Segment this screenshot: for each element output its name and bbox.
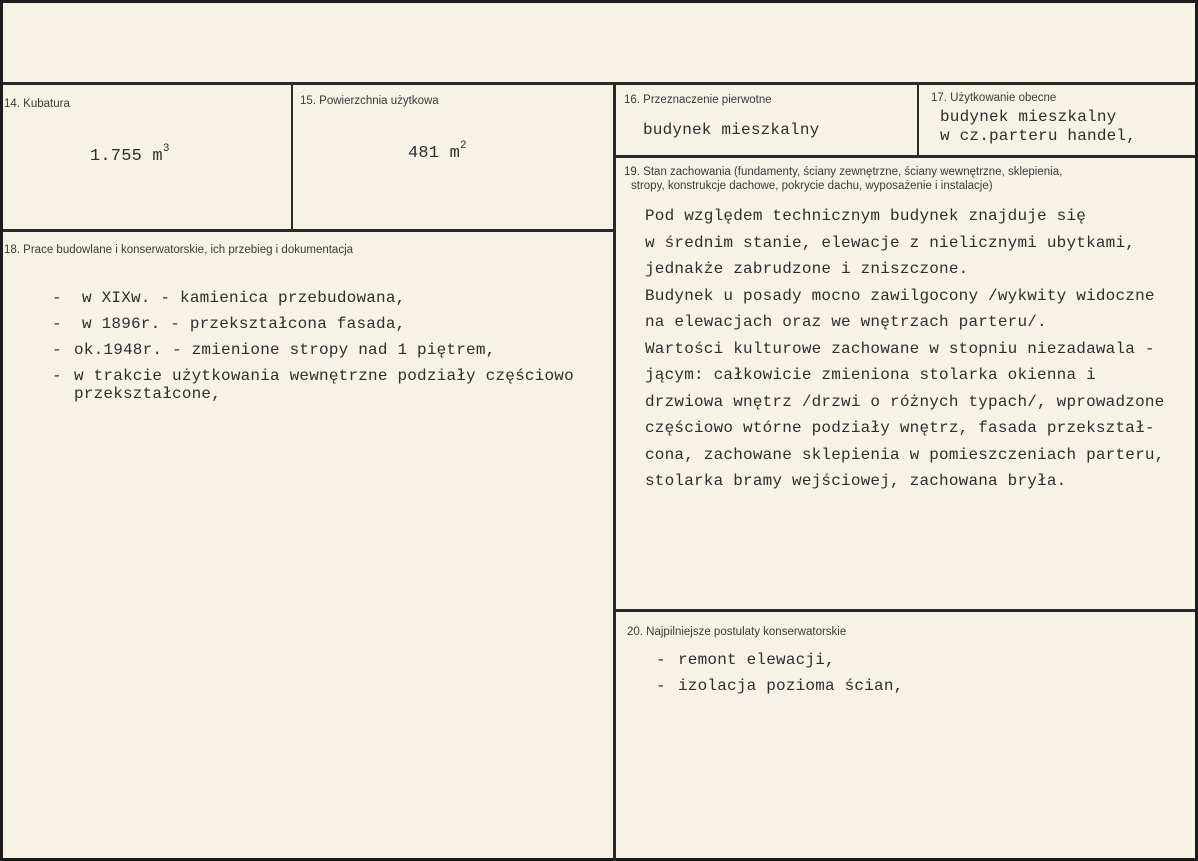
field-19-label-line1: 19. Stan zachowania (fundamenty, ściany zewnętrzne, ściany wewnętrzne, sklepienia, [624,166,1063,178]
powierzchnia-exponent: 2 [460,140,467,152]
list-text: ok.1948r. - zmienione stropy nad 1 piętrem, [74,341,496,359]
list-text: w 1896r. - przekształcona fasada, [82,315,406,333]
divider-col-b [917,83,919,157]
list-item-continuation [52,385,574,403]
kubatura-value: 1.755 m [90,147,163,166]
text-line: cona, zachowane sklepienia w pomieszczeniach parteru, [645,445,1165,464]
list-text: w trakcie użytkowania wewnętrzne podziały częściowo [74,367,574,385]
divider-top [3,82,1195,85]
field-19-label-line2: stropy, konstrukcje dachowe, pokrycie dachu, wyposażenie i instalacje) [631,180,993,192]
list-text: izolacja pozioma ścian, [678,677,904,695]
list-dash: - [52,315,62,333]
field-14-value [90,143,170,166]
list-item [52,337,574,363]
text-line: w średnim stanie, elewacje z nielicznymi ubytkami, [645,233,1136,252]
field-16-value: budynek mieszkalny [643,121,820,139]
list-text: remont elewacji, [678,651,835,669]
field-17-line: w cz.parteru handel, [940,127,1137,145]
field-20-label: 20. Najpilniejsze postulaty konserwatorskie [627,626,847,638]
field-18-list [52,285,574,403]
field-20-list [656,647,903,699]
list-item [52,285,574,311]
list-dash: - [52,341,62,359]
text-line: Pod względem technicznym budynek znajduje się [645,207,1087,225]
field-15-value [408,140,467,163]
powierzchnia-value: 481 m [408,144,461,163]
text-line: Budynek u posady mocno zawilgocony /wykwity widoczne [645,286,1155,305]
divider-left-mid [3,229,615,232]
field-15-label: 15. Powierzchnia użytkowa [300,95,439,107]
kubatura-exponent: 3 [162,143,170,155]
divider-right-2 [614,609,1195,612]
list-dash: - [656,651,666,669]
list-text: przekształcone, [74,385,222,403]
field-14-label: 14. Kubatura [4,98,70,110]
divider-main-vertical [613,83,616,861]
field-18-label: 18. Prace budowlane i konserwatorskie, ich przebieg i dokumentacja [4,244,354,256]
text-line: na elewacjach oraz we wnętrzach parteru/. [645,313,1047,331]
list-item [52,311,574,337]
field-17-line: budynek mieszkalny [940,108,1117,126]
text-line: częściowo wtórne podziały wnętrz, fasada przekształ- [645,419,1155,437]
divider-col-a [291,83,293,231]
list-text: w XIXw. - kamienica przebudowana, [82,289,406,307]
list-dash: - [656,677,666,695]
divider-right-1 [614,155,1195,158]
field-17-label: 17. Użytkowanie obecne [931,92,1057,104]
field-19-text [645,203,1164,495]
list-dash: - [52,289,62,307]
list-item [656,647,903,673]
text-line: jącym: całkowicie zmieniona stolarka okienna i [645,366,1096,384]
field-16-label: 16. Przeznaczenie pierwotne [624,94,772,106]
text-line: drzwiowa wnętrz /drzwi o różnych typach/, wprowadzone [645,392,1165,411]
list-item [656,673,903,699]
text-line: jednakże zabrudzone i zniszczone. [645,260,969,278]
text-line: stolarka bramy wejściowej, zachowana bryła. [645,472,1067,490]
field-17-value [940,108,1136,146]
list-dash: - [52,367,62,385]
text-line: Wartości kulturowe zachowane w stopniu niezadawala - [645,339,1155,358]
list-item [52,367,574,385]
